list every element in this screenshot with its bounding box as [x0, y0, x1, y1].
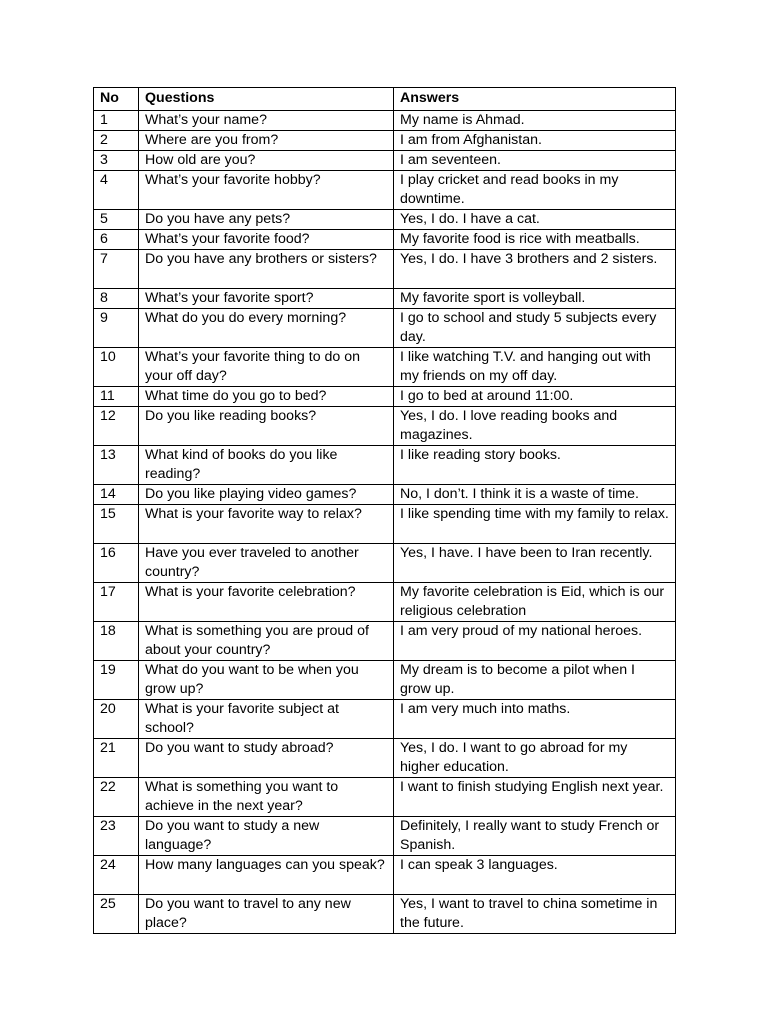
- table-row: [94, 446, 676, 485]
- table-row: [94, 407, 676, 446]
- table-row: [94, 151, 676, 171]
- table-row: [94, 348, 676, 387]
- row-number: 21: [94, 739, 139, 778]
- question-cell: What’s your favorite thing to do on your off day?: [139, 348, 394, 387]
- question-cell: What is your favorite way to relax?: [139, 505, 394, 544]
- row-number: 8: [94, 289, 139, 309]
- row-number: 25: [94, 895, 139, 934]
- table-row: [94, 309, 676, 348]
- answer-cell: Yes, I have. I have been to Iran recently.: [394, 544, 676, 583]
- question-cell: Do you want to travel to any new place?: [139, 895, 394, 934]
- table-row: [94, 817, 676, 856]
- answer-cell: Definitely, I really want to study French or Spanish.: [394, 817, 676, 856]
- row-number: 22: [94, 778, 139, 817]
- answer-cell: My favorite celebration is Eid, which is our religious celebration: [394, 583, 676, 622]
- row-number: 6: [94, 230, 139, 250]
- answer-cell: My favorite sport is volleyball.: [394, 289, 676, 309]
- table-row: [94, 700, 676, 739]
- row-number: 18: [94, 622, 139, 661]
- row-number: 20: [94, 700, 139, 739]
- answer-cell: Yes, I do. I have a cat.: [394, 210, 676, 230]
- question-cell: What is something you are proud of about your country?: [139, 622, 394, 661]
- answer-cell: I want to finish studying English next year.: [394, 778, 676, 817]
- question-cell: What is your favorite celebration?: [139, 583, 394, 622]
- question-cell: What is your favorite subject at school?: [139, 700, 394, 739]
- table-row: [94, 131, 676, 151]
- document-page: [93, 87, 675, 934]
- question-cell: How old are you?: [139, 151, 394, 171]
- row-number: 7: [94, 250, 139, 289]
- row-number: 13: [94, 446, 139, 485]
- question-cell: What’s your favorite food?: [139, 230, 394, 250]
- header-questions: Questions: [139, 88, 394, 111]
- question-cell: Where are you from?: [139, 131, 394, 151]
- answer-cell: My favorite food is rice with meatballs.: [394, 230, 676, 250]
- table-row: [94, 485, 676, 505]
- answer-cell: I am seventeen.: [394, 151, 676, 171]
- question-cell: Do you like playing video games?: [139, 485, 394, 505]
- question-cell: Do you like reading books?: [139, 407, 394, 446]
- table-row: [94, 230, 676, 250]
- row-number: 17: [94, 583, 139, 622]
- table-row: [94, 778, 676, 817]
- table-row: [94, 505, 676, 544]
- table-row: [94, 171, 676, 210]
- question-cell: What time do you go to bed?: [139, 387, 394, 407]
- answer-cell: My dream is to become a pilot when I grow up.: [394, 661, 676, 700]
- answer-cell: Yes, I want to travel to china sometime in the future.: [394, 895, 676, 934]
- answer-cell: I am very proud of my national heroes.: [394, 622, 676, 661]
- row-number: 4: [94, 171, 139, 210]
- table-row: [94, 250, 676, 289]
- table-row: [94, 895, 676, 934]
- row-number: 24: [94, 856, 139, 895]
- header-no: No: [94, 88, 139, 111]
- answer-cell: I play cricket and read books in my downtime.: [394, 171, 676, 210]
- question-cell: How many languages can you speak?: [139, 856, 394, 895]
- table-row: [94, 111, 676, 131]
- row-number: 16: [94, 544, 139, 583]
- row-number: 9: [94, 309, 139, 348]
- table-row: [94, 622, 676, 661]
- table-row: [94, 387, 676, 407]
- question-cell: What kind of books do you like reading?: [139, 446, 394, 485]
- row-number: 12: [94, 407, 139, 446]
- row-number: 2: [94, 131, 139, 151]
- table-header-row: [94, 88, 676, 111]
- question-cell: Do you want to study a new language?: [139, 817, 394, 856]
- row-number: 14: [94, 485, 139, 505]
- row-number: 10: [94, 348, 139, 387]
- question-cell: What’s your name?: [139, 111, 394, 131]
- row-number: 23: [94, 817, 139, 856]
- table-row: [94, 856, 676, 895]
- answer-cell: I like spending time with my family to relax.: [394, 505, 676, 544]
- table-row: [94, 289, 676, 309]
- answer-cell: Yes, I do. I want to go abroad for my higher education.: [394, 739, 676, 778]
- answer-cell: Yes, I do. I have 3 brothers and 2 sisters.: [394, 250, 676, 289]
- question-cell: What do you want to be when you grow up?: [139, 661, 394, 700]
- table-row: [94, 661, 676, 700]
- answer-cell: No, I don’t. I think it is a waste of time.: [394, 485, 676, 505]
- answer-cell: I like watching T.V. and hanging out with my friends on my off day.: [394, 348, 676, 387]
- row-number: 11: [94, 387, 139, 407]
- row-number: 1: [94, 111, 139, 131]
- row-number: 3: [94, 151, 139, 171]
- table-row: [94, 583, 676, 622]
- qa-table: [93, 87, 676, 934]
- question-cell: Do you have any pets?: [139, 210, 394, 230]
- row-number: 19: [94, 661, 139, 700]
- answer-cell: I like reading story books.: [394, 446, 676, 485]
- answer-cell: Yes, I do. I love reading books and magazines.: [394, 407, 676, 446]
- answer-cell: I am from Afghanistan.: [394, 131, 676, 151]
- question-cell: What’s your favorite hobby?: [139, 171, 394, 210]
- question-cell: Have you ever traveled to another country?: [139, 544, 394, 583]
- row-number: 15: [94, 505, 139, 544]
- answer-cell: I can speak 3 languages.: [394, 856, 676, 895]
- table-row: [94, 739, 676, 778]
- answer-cell: My name is Ahmad.: [394, 111, 676, 131]
- row-number: 5: [94, 210, 139, 230]
- table-row: [94, 544, 676, 583]
- header-answers: Answers: [394, 88, 676, 111]
- answer-cell: I go to school and study 5 subjects every day.: [394, 309, 676, 348]
- table-body: [94, 111, 676, 934]
- question-cell: What is something you want to achieve in the next year?: [139, 778, 394, 817]
- question-cell: What do you do every morning?: [139, 309, 394, 348]
- question-cell: Do you want to study abroad?: [139, 739, 394, 778]
- question-cell: Do you have any brothers or sisters?: [139, 250, 394, 289]
- answer-cell: I am very much into maths.: [394, 700, 676, 739]
- table-row: [94, 210, 676, 230]
- question-cell: What’s your favorite sport?: [139, 289, 394, 309]
- answer-cell: I go to bed at around 11:00.: [394, 387, 676, 407]
